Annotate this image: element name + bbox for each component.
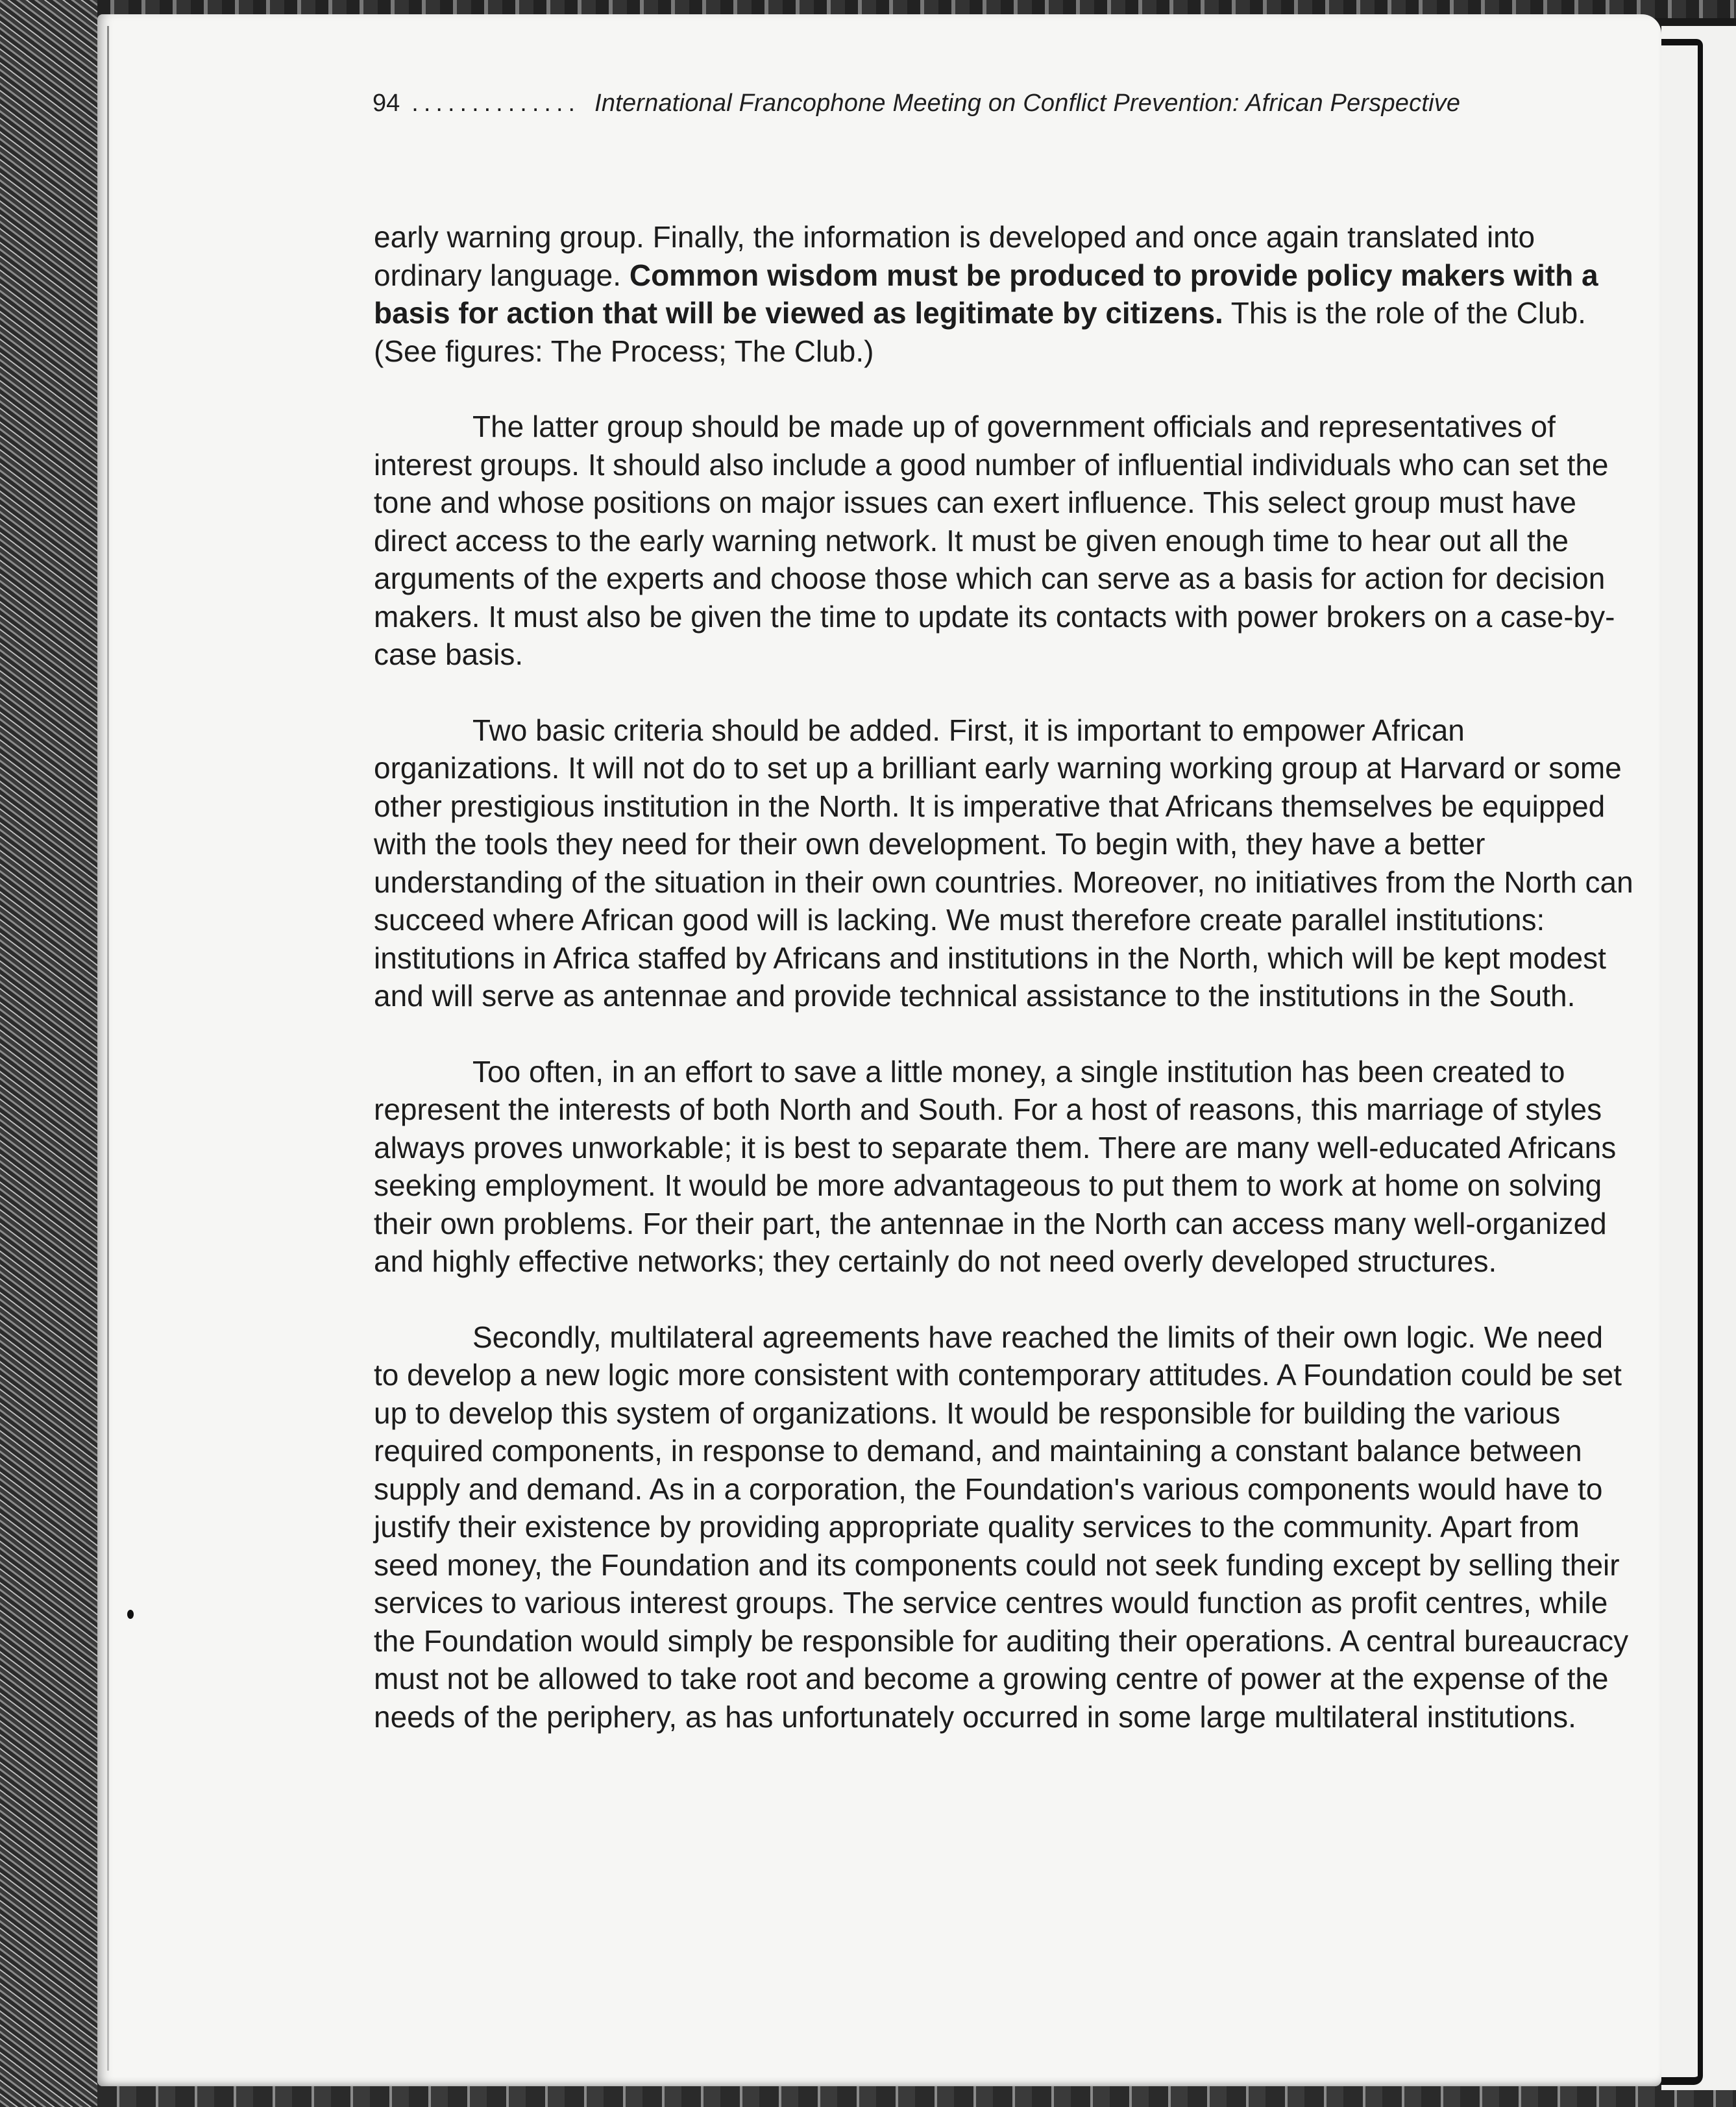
cover-bracket [1661, 39, 1703, 2085]
body-text [374, 218, 1636, 1773]
book-cover-edge [1661, 26, 1736, 2090]
scanner-edge-bottom [97, 2085, 1736, 2107]
leader-dots: .............. [411, 90, 581, 117]
paragraph-1-emphasis: Common wisdom must be produced to provide policy makers with a basis for action that will be viewed as legitimate by citizens. [374, 258, 1598, 330]
scanner-edge-left [0, 0, 97, 2107]
paragraph-2: The latter group should be made up of government officials and representatives of interest groups. It should also include a good number of influential individuals who can set the tone and whose positions on major issues can exert influence. This select group must have direct access to the early warning network. It must be given enough time to hear out all the arguments of the experts and choose those which can serve as a basis for action for decision makers. It must also be given the time to update its contacts with power brokers on a case-by-case basis. [374, 410, 1615, 671]
scan-speck [127, 1610, 134, 1619]
running-title: International Francophone Meeting on Conflict Prevention: African Perspective [594, 90, 1461, 117]
paragraph-1-lead: early warning group. Finally, the information is developed and once again translated into ordinary language. [374, 220, 1535, 292]
paragraph-1-tail: This is the role of the Club. (See figures: The Process; The Club.) [374, 296, 1586, 368]
paragraph-3: Two basic criteria should be added. First, it is important to empower African organizations. It will not do to set up a brilliant early warning working group at Harvard or some other prestigious institution in the North. It is imperative that Africans themselves be equipped with the tools they need for their own development. To begin with, they have a better understanding of the situation in their own countries. Moreover, no initiatives from the North can succeed where African good will is lacking. We must therefore create parallel institutions: institutions in Africa staffed by Africans and institutions in the North, which will be kept modest and will serve as antennae and provide technical assistance to the institutions in the South. [374, 713, 1633, 1013]
running-header [373, 90, 1625, 129]
page-gutter [107, 26, 109, 2071]
page-number: 94 [373, 90, 400, 117]
paragraph-5: Secondly, multilateral agreements have reached the limits of their own logic. We need to develop a new logic more consistent with contemporary attitudes. A Foundation could be set up to develop this system of organizations. It would be responsible for building the various required components, in response to demand, and maintaining a constant balance between supply and demand. As in a corporation, the Foundation's various components would have to justify their existence by providing appropriate quality services to the community. Apart from seed money, the Foundation and its components could not seek funding except by selling their services to various interest groups. The service centres would function as profit centres, while the Foundation would simply be responsible for auditing their operations. A central bureaucracy must not be allowed to take root and become a growing centre of power at the expense of the needs of the periphery, as has unfortunately occurred in some large multilateral institutions. [374, 1320, 1629, 1734]
paragraph-1 [374, 218, 1636, 370]
paragraph-4: Too often, in an effort to save a little money, a single institution has been created to represent the interests of both North and South. For a host of reasons, this marriage of styles always proves unworkable; it is best to separate them. There are many well-educated Africans seeking employment. It would be more advantageous to put them to work at home on solving their own problems. For their part, the antennae in the North can access many well-organized and highly effective networks; they certainly do not need overly developed structures. [374, 1054, 1617, 1278]
